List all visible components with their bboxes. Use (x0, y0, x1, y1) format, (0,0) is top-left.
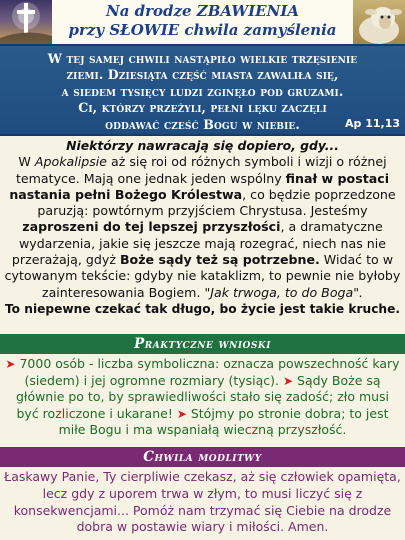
title-line-2: przy SŁOWIE chwila zamyślenia (68, 21, 337, 39)
page-title (56, 2, 349, 40)
practical-conclusions (3, 356, 402, 439)
arrow-icon: ➤ (282, 373, 294, 388)
header (0, 0, 405, 44)
reflection-closing: To niepewne czekać tak długo, bo życie jest takie kruche. (4, 301, 401, 316)
reflection-part-2: aż się roi od różnych symboli i wizji o różnej tematyce. Mają one jednak jeden wspólny (15, 154, 387, 186)
reflection-bold-2: zaproszeni do tej lepszej przyszłości (22, 219, 281, 235)
reflection-lead: Niektórzy nawracają się dopiero, gdy... (66, 138, 339, 153)
quote-line-4: Ci, którzy przeżyli, pełni lęku zaczęli (78, 100, 327, 116)
prayer-heading: Chwila modlitwy (0, 447, 405, 467)
arrow-icon: ➤ (5, 357, 16, 371)
reflection-part-4: , a dramatyczne wydarzenia, jakie się jeszcze mają rozegrać, niech nas nie przerażają, gdyż (11, 219, 387, 268)
arrow-icon: ➤ (176, 406, 187, 421)
reflection-bold-3: Boże sądy też są potrzebne. (119, 252, 320, 268)
reflection-part-3: , co będzie poprzedzone paruzją: powtórnym przyjściem Chrystusa. Jesteśmy (37, 186, 396, 219)
reflection-paragraph (4, 154, 401, 301)
quote-line-2: ziemi. Dziesiąta część miasta zawaliła się, (66, 67, 339, 83)
practical-heading: Praktyczne wnioski (0, 334, 405, 354)
title-line-1: Na drodze ZBAWIENIA (105, 2, 299, 20)
scripture-quote (8, 51, 397, 133)
reflection-bold-1: finał w postaci nastania pełni Bożego Królestwa (9, 170, 390, 202)
quote-line-5: oddawać cześć Bogu w niebie. (105, 116, 300, 132)
reflection-italic-apocalypse: Apokalipsie (34, 154, 108, 170)
reflection-text (4, 138, 401, 317)
practical-item-2: Sądy Boże są głównie po to, by sprawiedliwości stało się zadość; zło musi być rozliczone i ukarane! (15, 372, 390, 421)
reflection-part-5: Widać to w cytowanym tekście: gdyby nie kataklizm, to pewnie nie byłoby zainteresowania Bogiem. (4, 252, 401, 300)
quote-line-1: W tej samej chwili nastąpiło wielkie trzęsienie (47, 51, 358, 66)
reflection-part-1: W (18, 154, 35, 170)
scripture-quote-box (0, 44, 405, 136)
quote-line-3: a siedem tysięcy ludzi zginęło pod gruzami. (61, 83, 344, 99)
practical-item-1: 7000 osób - liczba symboliczna: oznacza powszechność kary (siedem) i jej ogromne rozmiary (tysiąc). (15, 356, 400, 388)
scripture-reference: Ap 11,13 (344, 117, 400, 130)
practical-item-3: Stójmy po stronie dobra; to jest miłe Bogu i ma wspaniałą wieczną przyszłość. (58, 405, 389, 438)
prayer-text: Łaskawy Panie, Ty cierpliwie czekasz, aż się człowiek opamięta, lecz gdy z uporem trwa w złym, to musi liczyć się z konsekwencjami... Pomóż nam trzymać się Ciebie na drodze dobra w postawie wiary i miłości. Amen. (4, 469, 401, 535)
lamb-icon (353, 0, 405, 44)
cross-in-sky-icon (0, 0, 52, 44)
reflection-italic-saying: "Jak trwoga, to do Boga". (204, 284, 364, 300)
